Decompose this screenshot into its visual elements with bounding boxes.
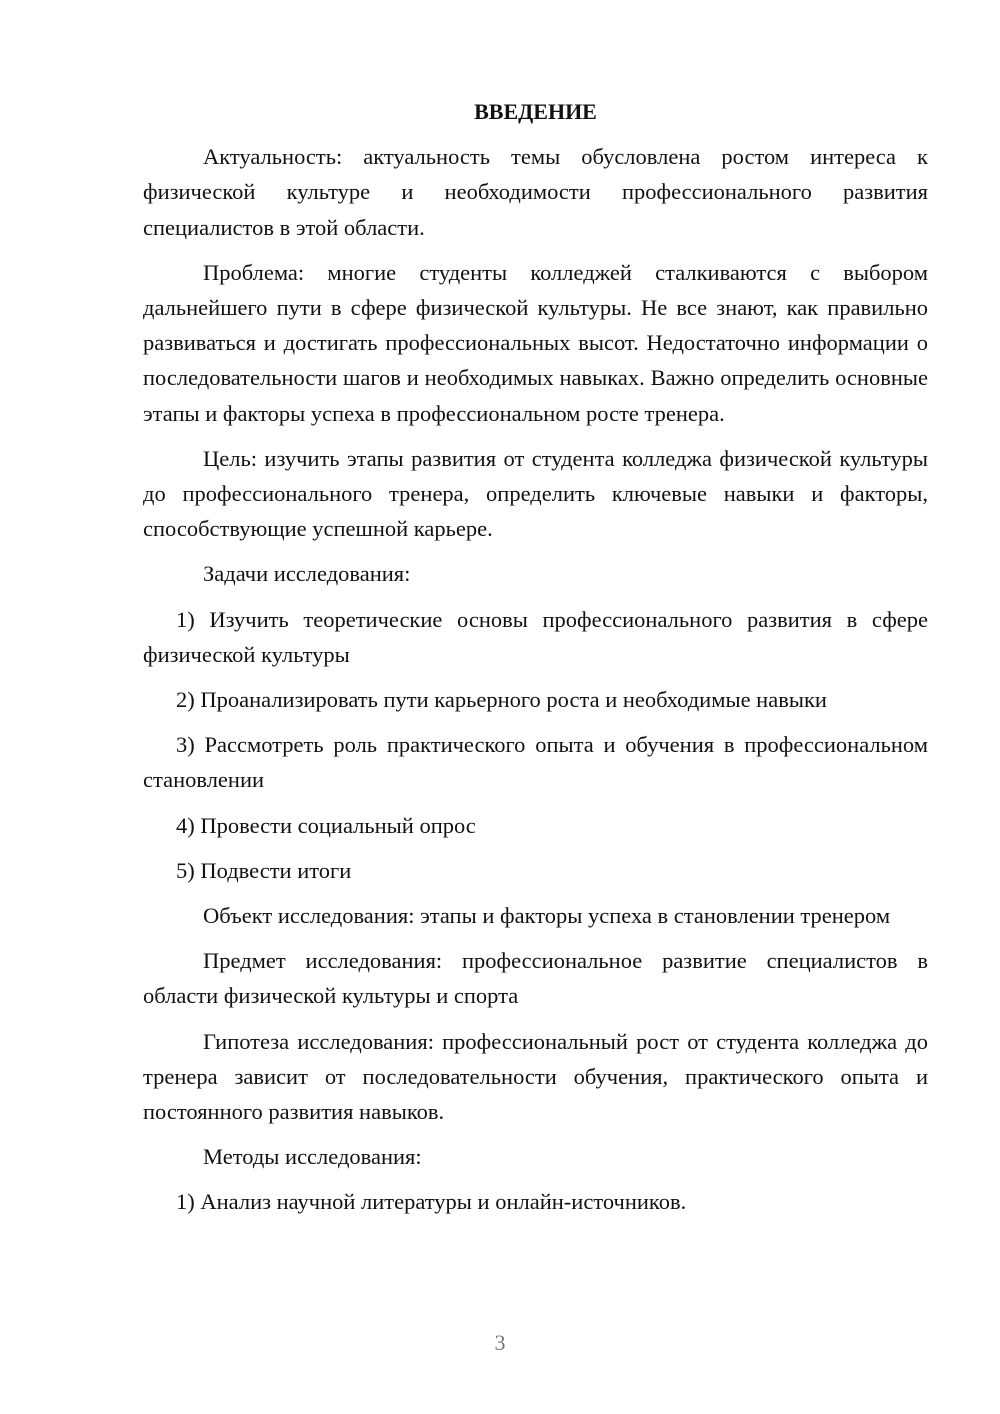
- goal-paragraph: Цель: изучить этапы развития от студента колледжа физической культуры до профессионального тренера, определить ключевые навыки и факторы, способствующие успешной карьере.: [143, 445, 928, 542]
- task-item-1: 1) Изучить теоретические основы профессионального развития в сфере физической культуры: [143, 606, 928, 667]
- task-item-3: 3) Рассмотреть роль практического опыта и обучения в профессиональном становлении: [143, 732, 928, 793]
- section-heading: ВВЕДЕНИЕ: [474, 99, 597, 124]
- task-item-4: 4) Провести социальный опрос: [176, 812, 476, 838]
- method-item-1: 1) Анализ научной литературы и онлайн-источников.: [176, 1189, 687, 1215]
- task-item-2: 2) Проанализировать пути карьерного роста и необходимые навыки: [176, 687, 827, 713]
- problem-paragraph: Проблема: многие студенты колледжей сталкиваются с выбором дальнейшего пути в сфере физической культуры. Не все знают, как правильно развиваться и достигать профессиональных высот. Недостаточно информации о последовательности шагов и необходимых навыках. Важно определить основные этапы и факторы успеха в профессиональном росте тренера.: [143, 259, 928, 426]
- page-content: [143, 94, 928, 1220]
- methods-heading: Методы исследования:: [203, 1144, 422, 1170]
- relevance-paragraph: Актуальность: актуальность темы обусловлена ростом интереса к физической культуре и необходимости профессионального развития специалистов в этой области.: [143, 144, 928, 240]
- task-item-5: 5) Подвести итоги: [176, 857, 352, 883]
- hypothesis-paragraph: Гипотеза исследования: профессиональный рост от студента колледжа до тренера зависит от последовательности обучения, практического опыта и постоянного развития навыков.: [143, 1028, 928, 1125]
- object-paragraph: Объект исследования: этапы и факторы успеха в становлении тренером: [203, 903, 891, 929]
- page-number: 3: [494, 1330, 506, 1355]
- tasks-heading: Задачи исследования:: [203, 561, 411, 587]
- subject-paragraph: Предмет исследования: профессиональное развитие специалистов в области физической культуры и спорта: [143, 948, 928, 1009]
